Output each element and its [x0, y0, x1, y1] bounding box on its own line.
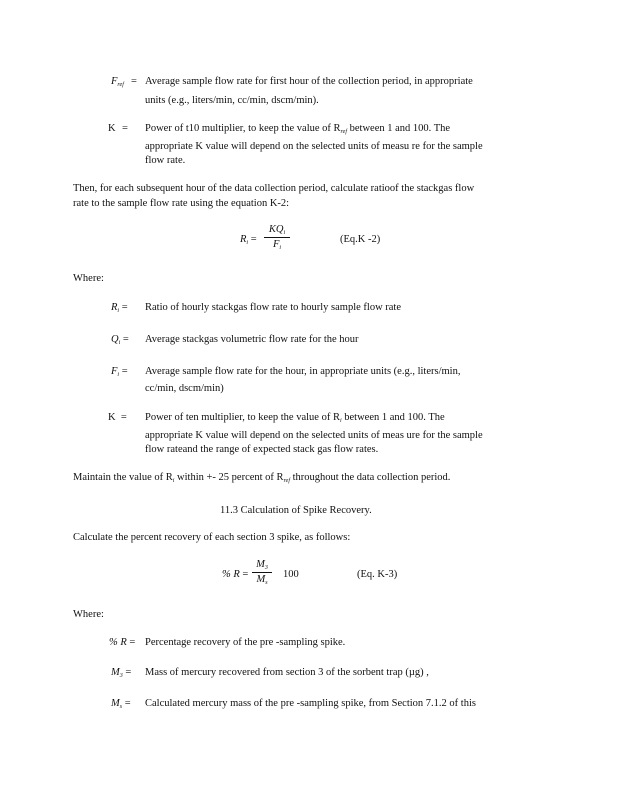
symbol-f-ref: $F_{ref}$ [111, 76, 124, 88]
symbol-k: K = [108, 412, 127, 423]
equation-label: (Eq.K -2) [340, 234, 381, 245]
equals-sign: = [131, 76, 137, 87]
definition-text: Average stackgas volumetric flow rate for the hour [145, 334, 359, 345]
equation-lhs: $R_i$ = [240, 234, 257, 246]
definition-text: Calculated mercury mass of the pre -sampling spike, from Section 7.1.2 of this [145, 698, 476, 709]
symbol-r-i: $R_i$ = [111, 302, 128, 314]
equation-label: (Eq. K-3) [357, 569, 398, 580]
symbol-m-s: $M_s$ = [111, 698, 131, 710]
definition-text: Average sample flow rate for the hour, in appropriate units (e.g., liters/min, [145, 366, 461, 377]
definition-text: Mass of mercury recovered from section 3 of the sorbent trap (µg) , [145, 667, 429, 678]
equation-fraction: $KQ_i$ $F_i$ [264, 224, 290, 251]
symbol-q-i: $Q_i$ = [111, 334, 129, 346]
section-heading: 11.3 Calculation of Spike Recovery. [220, 505, 372, 516]
definition-text: Average sample flow rate for first hour of the collection period, in appropriate [145, 76, 473, 87]
equation-factor: 100 [283, 569, 299, 580]
definition-text: appropriate K value will depend on the selected units of meas ure for the sample [145, 430, 483, 441]
definition-text: Ratio of hourly stackgas flow rate to hourly sample flow rate [145, 302, 402, 313]
definition-text: Power of t10 multiplier, to keep the value of $R_{ref}$ between 1 and 100. The [145, 123, 451, 135]
equals-sign: = [122, 123, 128, 134]
where-label: Where: [73, 609, 104, 620]
definition-text: appropriate K value will depend on the selected units of measu re for the sample [145, 141, 483, 152]
definition-text: Power of ten multiplier, to keep the value of $R_i$ between 1 and 100. The [145, 412, 445, 424]
paragraph-line: rate to the sample flow rate using the equation K-2: [73, 198, 290, 209]
definition-text: units (e.g., liters/min, cc/min, dscm/min). [145, 95, 319, 106]
symbol-percent-r: % R = [109, 637, 136, 648]
where-label: Where: [73, 273, 104, 284]
paragraph-line: Calculate the percent recovery of each section 3 spike, as follows: [73, 532, 351, 543]
definition-text: flow rateand the range of expected stack gas flow rates. [145, 444, 379, 455]
definition-text: flow rate. [145, 155, 186, 166]
equation-fraction: $M_3$ $M_s$ [252, 559, 272, 586]
definition-text: cc/min, dscm/min) [145, 383, 224, 394]
definition-text: Percentage recovery of the pre -sampling spike. [145, 637, 346, 648]
symbol-m-3: $M_3$ = [111, 667, 132, 679]
symbol-k: K [108, 123, 116, 134]
symbol-f-i: $F_i$ = [111, 366, 128, 378]
paragraph-line: Then, for each subsequent hour of the data collection period, calculate ratioof the stackgas flow [73, 183, 475, 194]
paragraph-line: Maintain the value of $R_i$ within +- 25 percent of $R_{ref}$ throughout the data collection period. [73, 472, 451, 484]
equation-lhs: % R = [222, 569, 249, 580]
